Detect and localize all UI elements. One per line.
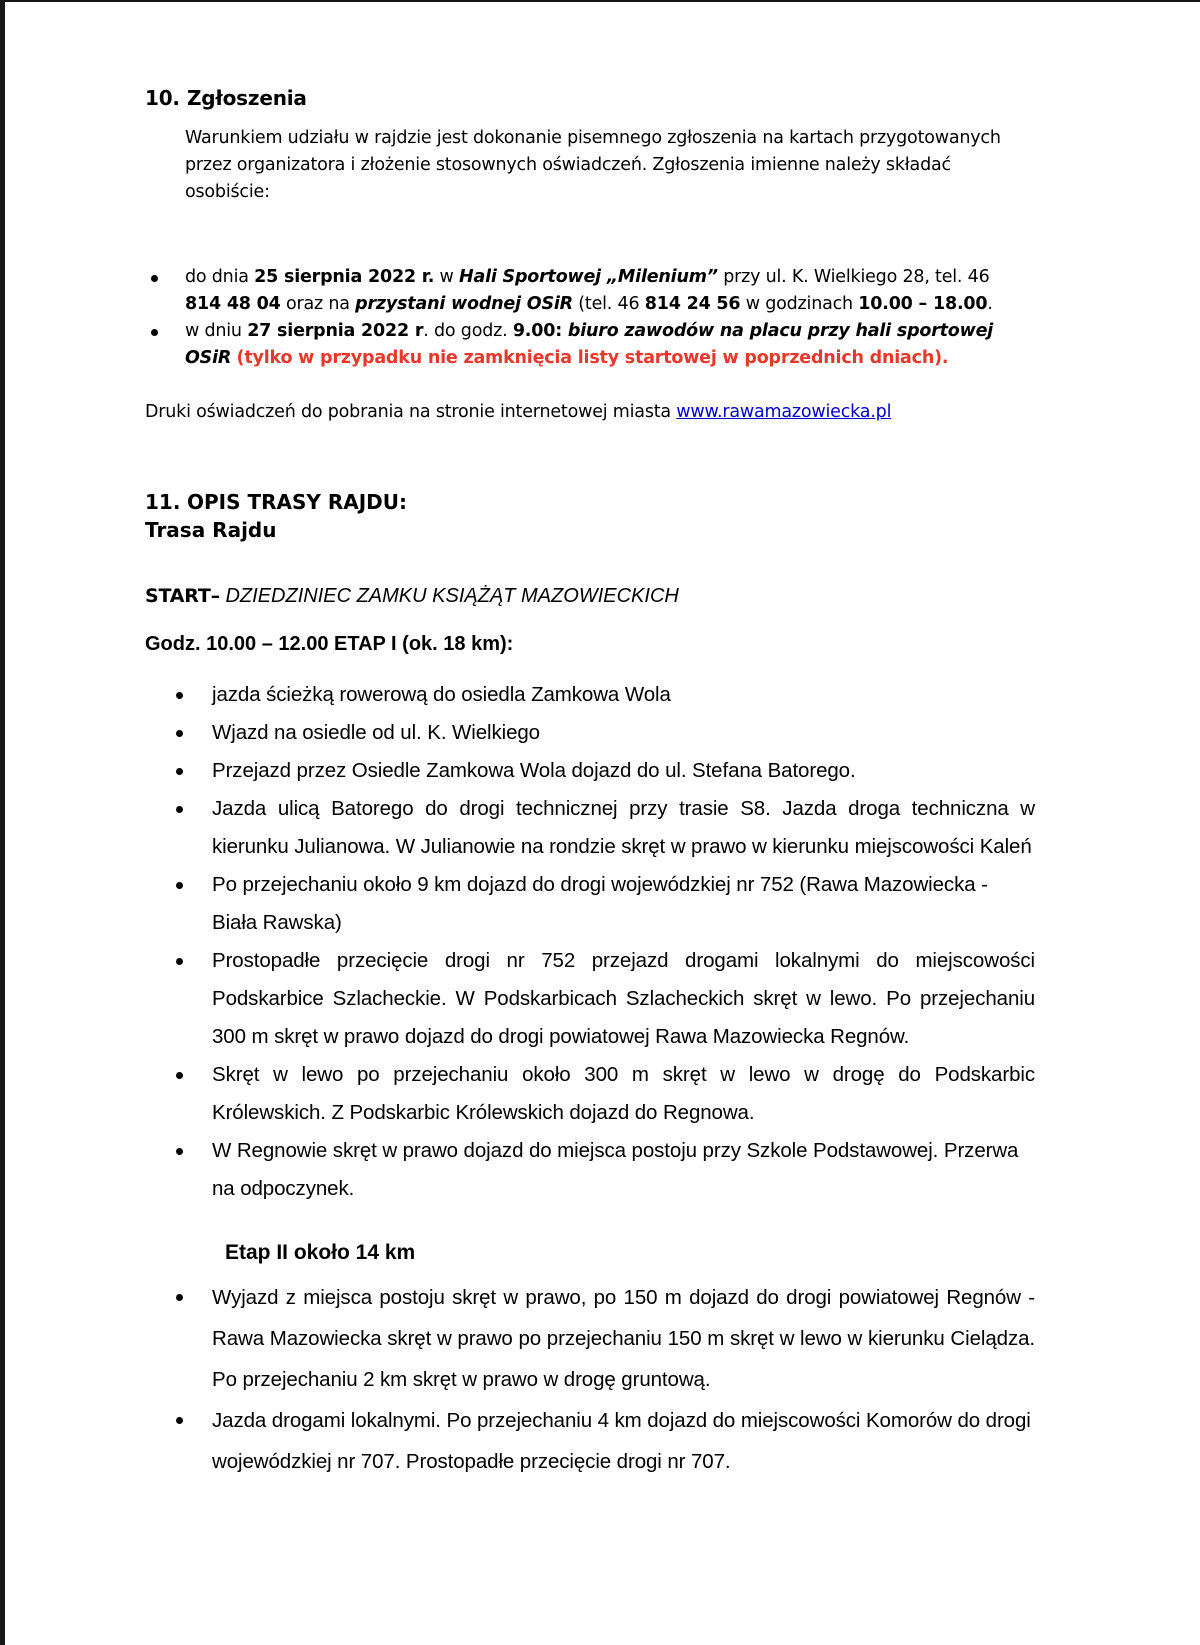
route-step [145,790,1035,866]
text-segment: W Regnowie skręt w prawo dojazd do miejsca postoju przy Szkole Podstawowej. Przerwa na odpoczynek. [212,1139,1019,1200]
section-11-title-line [145,488,1032,516]
text-segment: Wjazd na osiedle od ul. K. Wielkiego [212,721,540,744]
section-10-heading [145,85,1032,112]
registration-item [145,318,997,372]
text-segment: biuro zawodów na placu przy hali sportowej OSiR [185,321,994,368]
section-zgloszenia [145,85,1032,426]
start-line [145,585,1032,608]
etap1-heading: Godz. 10.00 – 12.00 ETAP I (ok. 18 km): [145,633,514,655]
download-note [145,399,1032,426]
section-10-intro: Warunkiem udziału w rajdzie jest dokonanie pisemnego zgłoszenia na kartach przygotowanych przez organizatora i złożenie stosownych oświadczeń. Zgłoszenia imienne należy składać osobiście: [185,128,1001,202]
text-segment: w dniu [185,321,248,341]
text-segment: 27 sierpnia 2022 r [247,321,424,341]
section-10-number: 10. [145,86,180,110]
text-segment: jazda ścieżką rowerową do osiedla Zamkowa Wola [212,683,671,706]
section-11-heading [145,488,1032,544]
section-10-title: Zgłoszenia [187,86,307,110]
route-step [145,1056,1035,1132]
section-opis-trasy [145,488,1035,1482]
text-segment: 814 48 04 [185,294,281,314]
registration-bullet-list [145,264,1032,372]
route-step [145,1400,1035,1482]
text-segment: Skręt w lewo po przejechaniu około 300 m skręt w lewo w drogę do Podskarbic Królewskich. Z Podskarbic Królewskich dojazd do Regnowa. [212,1063,1035,1124]
text-segment: . [987,294,993,314]
text-segment: 10.00 – 18.00 [858,294,988,314]
text-segment: Jazda drogami lokalnymi. Po przejechaniu 4 km dojazd do miejscowości Komorów do drogi wojewódzkiej nr 707. Prostopadłe przecięcie drogi nr 707. [212,1409,1031,1473]
etap2-route-list [145,1277,1035,1482]
city-website-link[interactable]: www.rawamazowiecka.pl [676,402,892,422]
text-segment: w [434,267,460,287]
text-segment: przystani wodnej OSiR [355,294,573,314]
section-11-subtitle: Trasa Rajdu [145,518,277,542]
text-segment: Prostopadłe przecięcie drogi nr 752 przejazd drogami lokalnymi do miejscowości Podskarbice Szlacheckie. W Podskarbicach Szlacheckich skręt w lewo. Po przejechaniu 300 m skręt w prawo dojazd do drogi powiatowej Rawa Mazowiecka Regnów. [212,949,1035,1048]
section-11-title: OPIS TRASY RAJDU: [187,490,407,514]
route-step [145,1132,1035,1208]
registration-item [145,264,997,318]
start-value: DZIEDZINIEC ZAMKU KSIĄŻĄT MAZOWIECKICH [219,585,679,607]
download-note-text: Druki oświadczeń do pobrania na stronie internetowej miasta [145,402,677,422]
text-segment: w godzinach [740,294,859,314]
text-segment: przy ul. K. Wielkiego 28, tel. 46 [717,267,990,287]
text-segment: Hali Sportowej „Milenium” [459,267,718,287]
text-segment: oraz na [280,294,356,314]
route-step [145,942,1035,1056]
route-step [145,866,1035,942]
text-segment: Wyjazd z miejsca postoju skręt w prawo, po 150 m dojazd do drogi powiatowej Regnów - Rawa Mazowiecka skręt w prawo po przejechaniu 150 m skręt w lewo w kierunku Cielądza. Po przejechaniu 2 km skręt w prawo w drogę gruntową. [212,1286,1035,1391]
text-segment: Jazda ulicą Batorego do drogi technicznej przy trasie S8. Jazda droga techniczna w kierunku Julianowa. W Julianowie na rondzie skręt w prawo w kierunku miejscowości Kaleń [212,797,1035,858]
section-11-number: 11. [145,490,181,514]
text-segment: 814 24 56 [644,294,741,314]
etap2-heading: Etap II około 14 km [225,1241,416,1264]
text-segment: Po przejechaniu około 9 km dojazd do drogi wojewódzkiej nr 752 (Rawa Mazowiecka - Biała Rawska) [212,873,988,934]
route-step [145,714,1035,752]
text-segment: 9.00: [512,321,568,341]
route-step [145,752,1035,790]
route-step [145,676,1035,714]
route-step [145,1277,1035,1400]
text-segment: Przejazd przez Osiedle Zamkowa Wola dojazd do ul. Stefana Batorego. [212,759,856,782]
text-segment: (tylko w przypadku nie zamknięcia listy startowej w poprzednich dniach). [236,348,949,368]
start-label: START– [145,585,220,607]
text-segment: . do godz. [423,321,513,341]
etap1-route-list [145,676,1035,1208]
text-segment: 25 sierpnia 2022 r. [254,267,435,287]
text-segment: (tel. 46 [572,294,645,314]
text-segment: do dnia [185,267,255,287]
